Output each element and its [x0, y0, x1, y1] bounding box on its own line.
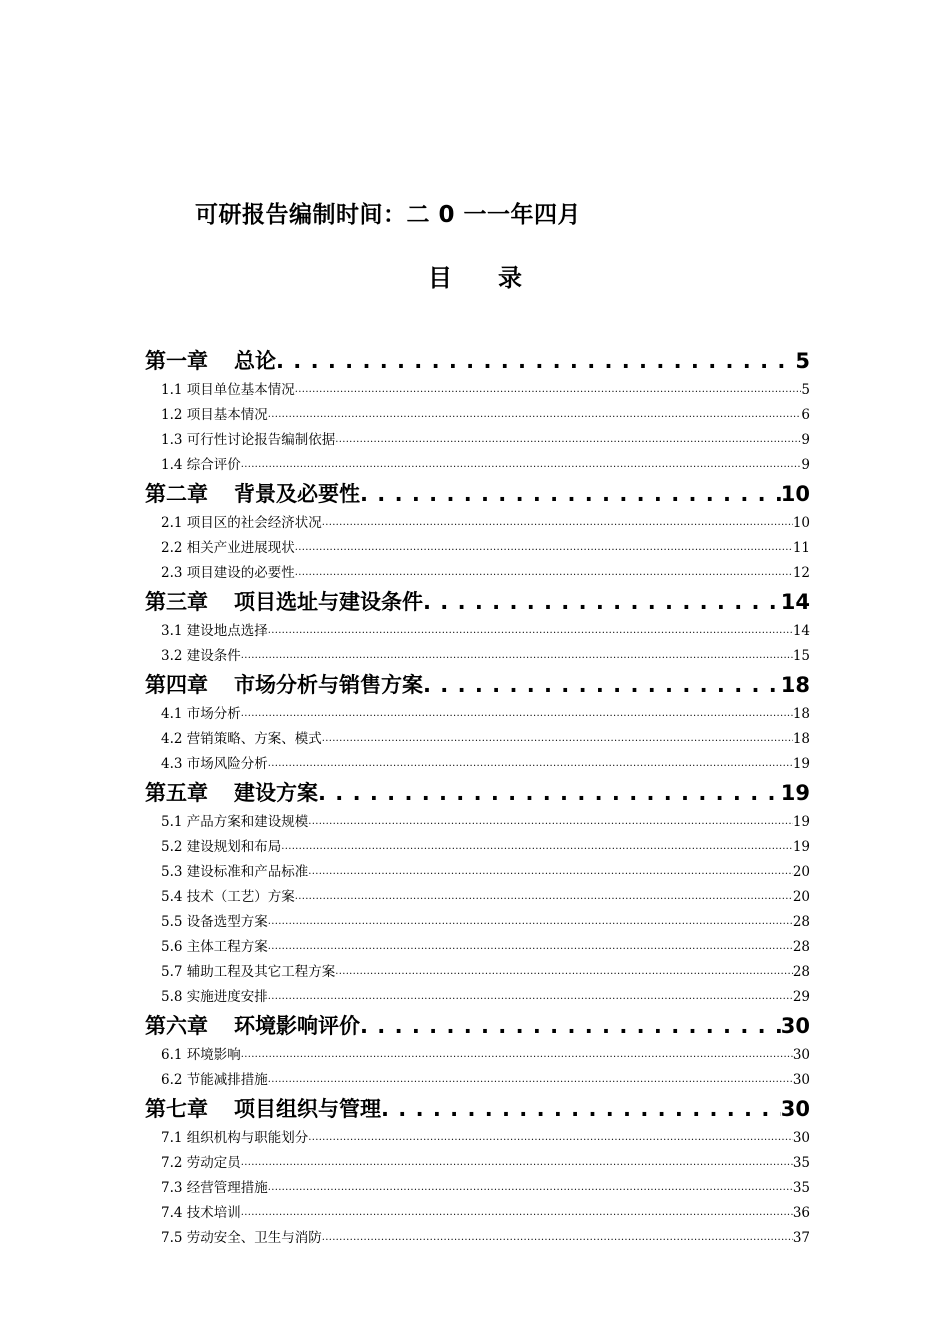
dot-leader [423, 670, 781, 700]
section-title: 3.2 建设条件 [161, 648, 241, 664]
chapter-title: 市场分析与销售方案 [234, 673, 423, 697]
page-number: 19 [792, 814, 810, 830]
toc-section-entry[interactable] [145, 1124, 810, 1149]
page-number: 5 [801, 382, 810, 398]
toc-section-entry[interactable] [145, 933, 810, 958]
chapter-number: 第二章 [145, 482, 208, 506]
page-number: 19 [780, 781, 810, 805]
dot-leader [335, 959, 793, 983]
dot-leader [322, 726, 793, 750]
page-number: 30 [792, 1072, 810, 1088]
toc-section-entry[interactable] [145, 833, 810, 858]
dot-leader [423, 587, 781, 617]
toc-section-entry[interactable] [145, 376, 810, 401]
dot-leader [281, 834, 793, 858]
section-title: 2.2 相关产业进展现状 [161, 540, 295, 556]
dot-leader [241, 1150, 793, 1174]
section-title: 1.3 可行性讨论报告编制依据 [161, 432, 336, 448]
toc-title [0, 258, 950, 293]
toc-section-entry[interactable] [145, 958, 810, 983]
section-title: 5.4 技术（工艺）方案 [161, 889, 295, 905]
dot-leader [335, 427, 801, 451]
toc-section-entry[interactable] [145, 509, 810, 534]
page-number: 15 [792, 648, 810, 664]
chapter-number: 第四章 [145, 673, 208, 697]
page-number: 18 [792, 731, 810, 747]
chapter-title: 建设方案 [234, 781, 318, 805]
toc-section-entry[interactable] [145, 983, 810, 1008]
compile-time-line: 可研报告编制时间：二 0 一一年四月 [195, 202, 582, 228]
dot-leader [268, 751, 793, 775]
toc-chapter-entry[interactable] [145, 476, 810, 509]
section-title: 2.3 项目建设的必要性 [161, 565, 295, 581]
section-title: 5.8 实施进度安排 [161, 989, 268, 1005]
toc-chapter-label [145, 1094, 381, 1124]
page-number: 20 [792, 864, 810, 880]
dot-leader [295, 377, 802, 401]
toc-chapter-entry[interactable] [145, 667, 810, 700]
toc-section-entry[interactable] [145, 883, 810, 908]
toc-chapter-label [145, 587, 423, 617]
section-title: 1.2 项目基本情况 [161, 407, 268, 423]
toc-chapter-entry[interactable] [145, 775, 810, 808]
dot-leader [241, 452, 802, 476]
dot-leader [268, 984, 793, 1008]
toc-section-entry[interactable] [145, 401, 810, 426]
chapter-title: 项目选址与建设条件 [234, 590, 423, 614]
dot-leader [308, 809, 793, 833]
toc-section-entry[interactable] [145, 559, 810, 584]
dot-leader [360, 479, 781, 509]
dot-leader [322, 510, 793, 534]
toc-chapter-label [145, 479, 360, 509]
dot-leader [322, 1225, 793, 1249]
toc-section-entry[interactable] [145, 725, 810, 750]
dot-leader [295, 535, 793, 559]
chapter-number: 第一章 [145, 349, 208, 373]
toc-section-entry[interactable] [145, 1041, 810, 1066]
toc-chapter-label [145, 1011, 360, 1041]
page-number: 30 [792, 1130, 810, 1146]
section-title: 7.2 劳动定员 [161, 1155, 241, 1171]
toc-chapter-label [145, 778, 318, 808]
dot-leader [360, 1011, 781, 1041]
section-title: 5.3 建设标准和产品标准 [161, 864, 309, 880]
toc-section-entry[interactable] [145, 1066, 810, 1091]
section-title: 4.2 营销策略、方案、模式 [161, 731, 322, 747]
toc-section-entry[interactable] [145, 617, 810, 642]
section-title: 6.1 环境影响 [161, 1047, 241, 1063]
section-title: 3.1 建设地点选择 [161, 623, 268, 639]
page-number: 14 [780, 590, 810, 614]
page-number: 19 [792, 756, 810, 772]
page-number: 37 [792, 1230, 810, 1246]
page-number: 30 [780, 1014, 810, 1038]
chapter-number: 第六章 [145, 1014, 208, 1038]
page-number: 9 [801, 432, 810, 448]
dot-leader [241, 701, 793, 725]
chapter-title: 总论 [234, 349, 276, 373]
chapter-title: 背景及必要性 [234, 482, 360, 506]
section-title: 5.2 建设规划和布局 [161, 839, 282, 855]
toc-chapter-entry[interactable] [145, 343, 810, 376]
page-number: 18 [792, 706, 810, 722]
section-title: 5.1 产品方案和建设规模 [161, 814, 309, 830]
toc-section-entry[interactable] [145, 1174, 810, 1199]
dot-leader [268, 618, 793, 642]
page-number: 29 [792, 989, 810, 1005]
page-number: 36 [792, 1205, 810, 1221]
dot-leader [295, 560, 793, 584]
page-number: 30 [780, 1097, 810, 1121]
toc-chapter-entry[interactable] [145, 584, 810, 617]
dot-leader [308, 1125, 793, 1149]
page-number: 9 [801, 457, 810, 473]
section-title: 4.1 市场分析 [161, 706, 241, 722]
dot-leader [381, 1094, 781, 1124]
page-number: 10 [780, 482, 810, 506]
section-title: 6.2 节能减排措施 [161, 1072, 268, 1088]
section-title: 1.1 项目单位基本情况 [161, 382, 295, 398]
dot-leader [318, 778, 781, 808]
toc-title-right: 录 [498, 264, 522, 292]
page-number: 10 [792, 515, 810, 531]
dot-leader [268, 934, 793, 958]
toc-section-entry[interactable] [145, 858, 810, 883]
toc-chapter-entry[interactable] [145, 1091, 810, 1124]
page-number: 19 [792, 839, 810, 855]
page-number: 28 [792, 939, 810, 955]
dot-leader [268, 909, 793, 933]
dot-leader [308, 859, 793, 883]
toc-section-entry[interactable] [145, 642, 810, 667]
dot-leader [295, 884, 793, 908]
table-of-contents [145, 343, 810, 1249]
toc-section-entry[interactable] [145, 1224, 810, 1249]
page-number: 20 [792, 889, 810, 905]
toc-section-entry[interactable] [145, 1199, 810, 1224]
page-number: 30 [792, 1047, 810, 1063]
section-title: 5.6 主体工程方案 [161, 939, 268, 955]
page-number: 6 [801, 407, 810, 423]
toc-section-entry[interactable] [145, 750, 810, 775]
toc-title-left: 目 [428, 264, 452, 292]
toc-section-entry[interactable] [145, 534, 810, 559]
toc-chapter-label [145, 670, 423, 700]
toc-section-entry[interactable] [145, 700, 810, 725]
page-number: 35 [792, 1180, 810, 1196]
dot-leader [268, 402, 802, 426]
section-title: 5.5 设备选型方案 [161, 914, 268, 930]
page-number: 11 [792, 540, 810, 556]
toc-chapter-label [145, 346, 276, 376]
chapter-number: 第七章 [145, 1097, 208, 1121]
section-title: 7.1 组织机构与职能划分 [161, 1130, 309, 1146]
toc-section-entry[interactable] [145, 1149, 810, 1174]
page-number: 5 [795, 349, 810, 373]
page-number: 14 [792, 623, 810, 639]
toc-chapter-entry[interactable] [145, 1008, 810, 1041]
section-title: 7.4 技术培训 [161, 1205, 241, 1221]
section-title: 1.4 综合评价 [161, 457, 241, 473]
section-title: 4.3 市场风险分析 [161, 756, 268, 772]
dot-leader [268, 1175, 793, 1199]
dot-leader [268, 1067, 793, 1091]
page-number: 12 [792, 565, 810, 581]
section-title: 5.7 辅助工程及其它工程方案 [161, 964, 336, 980]
page-number: 18 [780, 673, 810, 697]
section-title: 2.1 项目区的社会经济状况 [161, 515, 322, 531]
dot-leader [241, 643, 793, 667]
dot-leader [241, 1200, 793, 1224]
chapter-number: 第五章 [145, 781, 208, 805]
page-number: 28 [792, 964, 810, 980]
toc-section-entry[interactable] [145, 426, 810, 451]
page-number: 28 [792, 914, 810, 930]
section-title: 7.3 经营管理措施 [161, 1180, 268, 1196]
toc-section-entry[interactable] [145, 808, 810, 833]
dot-leader [276, 346, 795, 376]
dot-leader [241, 1042, 793, 1066]
page-number: 35 [792, 1155, 810, 1171]
chapter-title: 环境影响评价 [234, 1014, 360, 1038]
chapter-number: 第三章 [145, 590, 208, 614]
toc-section-entry[interactable] [145, 451, 810, 476]
chapter-title: 项目组织与管理 [234, 1097, 381, 1121]
section-title: 7.5 劳动安全、卫生与消防 [161, 1230, 322, 1246]
toc-section-entry[interactable] [145, 908, 810, 933]
